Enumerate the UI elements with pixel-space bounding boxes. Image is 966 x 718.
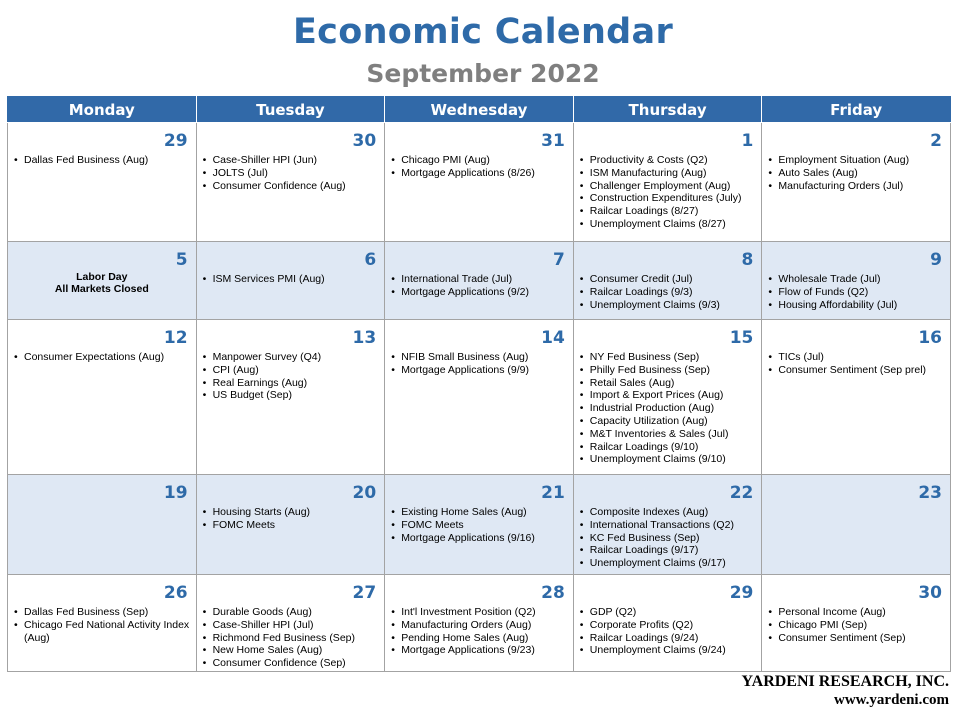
weekday-header-tuesday: Tuesday <box>196 97 385 123</box>
event-list <box>14 154 196 167</box>
event-item: • Consumer Sentiment (Sep prel) <box>768 364 950 377</box>
day-number: 29 <box>729 583 754 603</box>
event-item: • FOMC Meets <box>391 519 573 532</box>
day-cell <box>762 475 951 575</box>
footer-company: YARDENI RESEARCH, INC. <box>741 673 949 690</box>
week-row <box>8 123 951 242</box>
day-number: 30 <box>352 131 377 151</box>
day-cell <box>8 242 197 320</box>
page-title: Economic Calendar <box>292 12 674 52</box>
day-number: 12 <box>163 328 188 348</box>
day-cell <box>8 475 197 575</box>
day-cell <box>385 320 574 475</box>
day-cell <box>385 123 574 242</box>
event-item: • Dallas Fed Business (Aug) <box>14 154 196 167</box>
weekday-header-friday: Friday <box>762 97 951 123</box>
event-item: • Consumer Confidence (Sep) <box>203 657 385 670</box>
calendar-grid <box>7 96 951 672</box>
day-cell <box>573 242 762 320</box>
day-number: 7 <box>552 250 565 270</box>
event-item: • Mortgage Applications (8/26) <box>391 167 573 180</box>
day-number: 14 <box>541 328 565 348</box>
week-row <box>8 320 951 475</box>
week-row <box>8 575 951 672</box>
event-item: • Railcar Loadings (8/27) <box>580 205 762 218</box>
day-number: 31 <box>541 131 565 151</box>
day-cell <box>8 123 197 242</box>
event-item: • Mortgage Applications (9/2) <box>391 286 573 299</box>
event-item: • Composite Indexes (Aug) <box>580 506 762 519</box>
day-cell <box>8 575 197 672</box>
event-item: • Unemployment Claims (9/3) <box>580 299 762 312</box>
day-number: 28 <box>541 583 565 603</box>
event-item: • Case-Shiller HPI (Jun) <box>203 154 385 167</box>
event-item: • Existing Home Sales (Aug) <box>391 506 573 519</box>
event-item: • NY Fed Business (Sep) <box>580 351 762 364</box>
event-item: • KC Fed Business (Sep) <box>580 532 762 545</box>
event-list <box>768 154 950 192</box>
event-item: • ISM Manufacturing (Aug) <box>580 167 762 180</box>
event-item: • Unemployment Claims (9/10) <box>580 453 762 466</box>
holiday-note <box>14 271 196 295</box>
event-list <box>203 506 385 532</box>
day-cell <box>762 575 951 672</box>
event-item: • Railcar Loadings (9/17) <box>580 544 762 557</box>
event-item: • Consumer Confidence (Aug) <box>203 180 385 193</box>
event-item: • Mortgage Applications (9/9) <box>391 364 573 377</box>
event-list <box>203 606 385 670</box>
holiday-line: All Markets Closed <box>54 283 149 295</box>
event-list <box>391 273 573 299</box>
event-list <box>391 154 573 180</box>
event-item: • US Budget (Sep) <box>203 389 385 402</box>
page-subtitle: September 2022 <box>366 59 600 88</box>
day-cell <box>196 123 385 242</box>
event-list <box>768 351 950 377</box>
event-list <box>391 351 573 377</box>
day-cell <box>573 475 762 575</box>
day-cell <box>196 320 385 475</box>
day-number: 22 <box>729 483 754 503</box>
week-row <box>8 242 951 320</box>
event-item: • International Trade (Jul) <box>391 273 573 286</box>
event-list <box>203 351 385 402</box>
event-item: • Manpower Survey (Q4) <box>203 351 385 364</box>
day-cell <box>385 475 574 575</box>
event-item: • Mortgage Applications (9/16) <box>391 532 573 545</box>
event-list <box>391 606 573 657</box>
event-list <box>14 351 196 364</box>
day-number: 23 <box>918 483 942 503</box>
event-item: • Durable Goods (Aug) <box>203 606 385 619</box>
event-item: • Unemployment Claims (9/17) <box>580 557 762 570</box>
day-cell <box>8 320 197 475</box>
event-item: • Chicago PMI (Aug) <box>391 154 573 167</box>
day-cell <box>196 575 385 672</box>
event-list <box>203 273 385 286</box>
event-item: • Pending Home Sales (Aug) <box>391 632 573 645</box>
day-number: 13 <box>352 328 377 348</box>
day-number: 2 <box>930 131 942 151</box>
weekday-header-monday: Monday <box>8 97 197 123</box>
day-number: 30 <box>918 583 942 603</box>
event-item: • New Home Sales (Aug) <box>203 644 385 657</box>
event-item: • Employment Situation (Aug) <box>768 154 950 167</box>
event-item: • Unemployment Claims (9/24) <box>580 644 762 657</box>
event-list <box>580 606 762 657</box>
event-item: • Capacity Utilization (Aug) <box>580 415 762 428</box>
week-row <box>8 475 951 575</box>
day-number: 20 <box>352 483 377 503</box>
day-number: 15 <box>729 328 754 348</box>
weekday-header-thursday: Thursday <box>573 97 762 123</box>
day-number: 5 <box>175 250 188 270</box>
event-item: • Unemployment Claims (8/27) <box>580 218 762 231</box>
event-list <box>768 606 950 644</box>
event-item: • Chicago Fed National Activity Index (Aug) <box>14 619 196 645</box>
day-cell <box>573 575 762 672</box>
event-item: • Philly Fed Business (Sep) <box>580 364 762 377</box>
event-item: • Import & Export Prices (Aug) <box>580 389 762 402</box>
event-item: • Mortgage Applications (9/23) <box>391 644 573 657</box>
day-cell <box>385 242 574 320</box>
event-item: • CPI (Aug) <box>203 364 385 377</box>
event-item: • Personal Income (Aug) <box>768 606 950 619</box>
event-item: • Railcar Loadings (9/10) <box>580 441 762 454</box>
event-item: • Flow of Funds (Q2) <box>768 286 950 299</box>
event-item: • GDP (Q2) <box>580 606 762 619</box>
day-number: 19 <box>163 483 188 503</box>
footer-website: www.yardeni.com <box>834 692 949 708</box>
event-item: • NFIB Small Business (Aug) <box>391 351 573 364</box>
event-item: • Productivity & Costs (Q2) <box>580 154 762 167</box>
event-list <box>768 273 950 311</box>
weekday-header-wednesday: Wednesday <box>385 97 574 123</box>
event-item: • Construction Expenditures (July) <box>580 192 762 205</box>
day-number: 1 <box>741 131 754 151</box>
event-item: • Housing Affordability (Jul) <box>768 299 950 312</box>
event-list <box>580 506 762 570</box>
event-item: • ISM Services PMI (Aug) <box>203 273 385 286</box>
event-item: • Dallas Fed Business (Sep) <box>14 606 196 619</box>
day-cell <box>573 320 762 475</box>
event-item: • Industrial Production (Aug) <box>580 402 762 415</box>
event-list <box>203 154 385 192</box>
day-number: 16 <box>918 328 942 348</box>
event-item: • Corporate Profits (Q2) <box>580 619 762 632</box>
event-list <box>580 273 762 311</box>
event-item: • Consumer Expectations (Aug) <box>14 351 196 364</box>
day-number: 27 <box>352 583 377 603</box>
day-cell <box>762 320 951 475</box>
event-item: • FOMC Meets <box>203 519 385 532</box>
event-item: • Consumer Sentiment (Sep) <box>768 632 950 645</box>
event-list <box>580 351 762 466</box>
event-item: • International Transactions (Q2) <box>580 519 762 532</box>
day-number: 6 <box>364 250 377 270</box>
event-item: • Case-Shiller HPI (Jul) <box>203 619 385 632</box>
day-cell <box>762 123 951 242</box>
event-item: • TICs (Jul) <box>768 351 950 364</box>
event-list <box>391 506 573 544</box>
event-item: • Consumer Credit (Jul) <box>580 273 762 286</box>
day-number: 21 <box>541 483 565 503</box>
weekday-header-row <box>8 97 951 123</box>
event-list <box>14 606 196 644</box>
day-number: 29 <box>163 131 188 151</box>
event-item: • Real Earnings (Aug) <box>203 377 385 390</box>
holiday-line: Labor Day <box>76 271 128 283</box>
event-item: • Int'l Investment Position (Q2) <box>391 606 573 619</box>
event-item: • Manufacturing Orders (Aug) <box>391 619 573 632</box>
event-item: • M&T Inventories & Sales (Jul) <box>580 428 762 441</box>
event-list <box>580 154 762 231</box>
event-item: • Challenger Employment (Aug) <box>580 180 762 193</box>
day-cell <box>196 242 385 320</box>
day-cell <box>573 123 762 242</box>
day-number: 9 <box>930 250 942 270</box>
event-item: • Wholesale Trade (Jul) <box>768 273 950 286</box>
day-cell <box>196 475 385 575</box>
event-item: • Railcar Loadings (9/3) <box>580 286 762 299</box>
day-number: 8 <box>741 250 754 270</box>
event-item: • Richmond Fed Business (Sep) <box>203 632 385 645</box>
event-item: • Retail Sales (Aug) <box>580 377 762 390</box>
day-cell <box>385 575 574 672</box>
event-item: • JOLTS (Jul) <box>203 167 385 180</box>
event-item: • Chicago PMI (Sep) <box>768 619 950 632</box>
event-item: • Auto Sales (Aug) <box>768 167 950 180</box>
event-item: • Housing Starts (Aug) <box>203 506 385 519</box>
event-item: • Manufacturing Orders (Jul) <box>768 180 950 193</box>
event-item: • Railcar Loadings (9/24) <box>580 632 762 645</box>
day-number: 26 <box>163 583 188 603</box>
day-cell <box>762 242 951 320</box>
